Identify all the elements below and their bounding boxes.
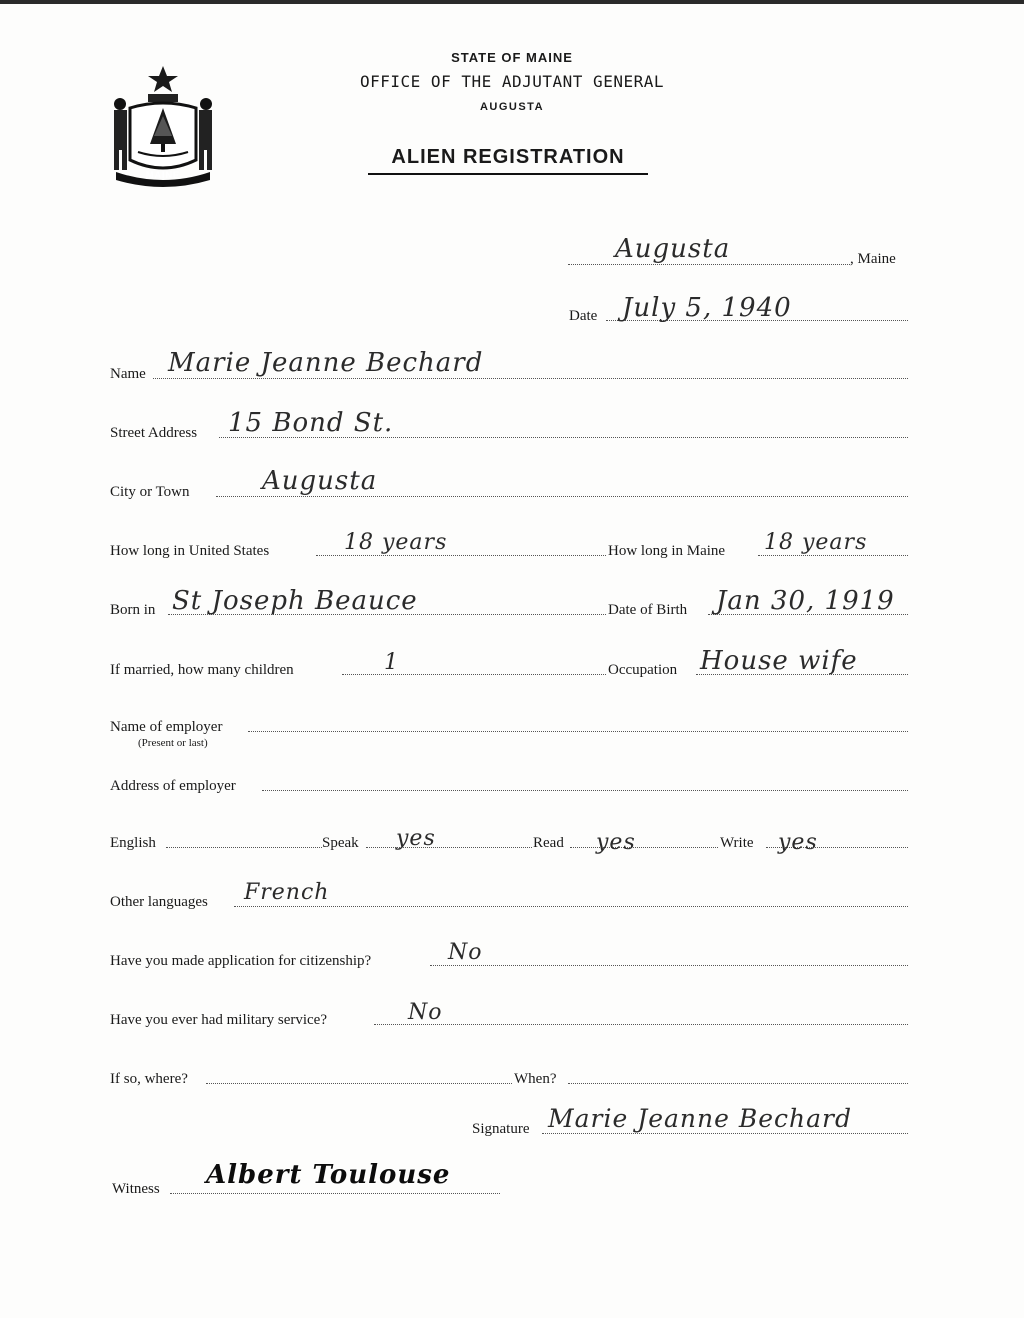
where-label: If so, where? [110, 1071, 188, 1087]
state-heading: STATE OF MAINE [451, 50, 573, 65]
read-line [570, 847, 718, 848]
us-duration-label: How long in United States [110, 543, 270, 559]
other-languages-entry: French [244, 880, 330, 905]
seal-banner-text: MAINE [146, 170, 180, 180]
military-label: Have you ever had military service? [110, 1012, 327, 1028]
dob-entry: Jan 30, 1919 [716, 586, 895, 616]
city-heading: AUGUSTA [479, 101, 545, 113]
signature-entry: Marie Jeanne Bechard [548, 1104, 852, 1133]
write-entry: yes [778, 830, 818, 855]
maine-suffix: , Maine [850, 251, 896, 267]
name-entry: Marie Jeanne Bechard [168, 348, 484, 378]
military-line [374, 1024, 908, 1025]
city-label: City or Town [110, 484, 190, 500]
maine-duration-label: How long in Maine [608, 543, 726, 559]
speak-line [366, 847, 532, 848]
english-label: English [110, 835, 156, 851]
children-entry: 1 [384, 650, 399, 675]
other-languages-label: Other languages [110, 894, 208, 910]
employer-label: Name of employer [110, 719, 223, 735]
employer-address-line [262, 790, 908, 791]
maine-duration-line [758, 555, 908, 556]
read-entry: yes [596, 830, 636, 855]
children-line [342, 674, 606, 675]
citizenship-label: Have you made application for citizenship? [110, 953, 372, 969]
when-line [568, 1083, 908, 1084]
citizenship-line [430, 965, 908, 966]
place-line [568, 264, 850, 265]
signature-line [542, 1133, 908, 1134]
read-label: Read [533, 835, 564, 851]
us-duration-entry: 18 years [344, 530, 448, 555]
date-entry: July 5, 1940 [622, 293, 792, 323]
street-label: Street Address [110, 425, 198, 441]
speak-entry: yes [396, 826, 436, 851]
write-label: Write [720, 835, 754, 851]
witness-label: Witness [112, 1181, 160, 1197]
signature-label: Signature [472, 1121, 530, 1137]
city-line [216, 496, 908, 497]
place-entry: Augusta [615, 234, 731, 264]
english-line [166, 847, 322, 848]
name-label: Name [110, 366, 146, 382]
employer-line [248, 731, 908, 732]
title-underline [368, 173, 648, 175]
name-line [153, 378, 908, 379]
occupation-entry: House wife [700, 646, 858, 676]
maine-duration-entry: 18 years [764, 530, 868, 555]
other-languages-line [234, 906, 908, 907]
scan-edge [0, 0, 1024, 4]
dob-label: Date of Birth [608, 602, 688, 618]
occupation-label: Occupation [608, 662, 678, 678]
employer-address-label: Address of employer [110, 778, 236, 794]
city-entry: Augusta [262, 466, 378, 496]
us-duration-line [316, 555, 606, 556]
date-label: Date [569, 308, 598, 324]
born-label: Born in [110, 602, 156, 618]
speak-label: Speak [322, 835, 359, 851]
witness-line [170, 1193, 500, 1194]
office-heading: OFFICE OF THE ADJUTANT GENERAL [360, 72, 664, 91]
when-label: When? [514, 1071, 557, 1087]
citizenship-entry: No [448, 940, 483, 965]
witness-entry: Albert Toulouse [206, 1160, 451, 1190]
street-entry: 15 Bond St. [228, 408, 394, 438]
where-line [206, 1083, 512, 1084]
military-entry: No [408, 1000, 443, 1025]
employer-sublabel: (Present or last) [138, 737, 208, 749]
children-label: If married, how many children [110, 662, 294, 678]
form-title: ALIEN REGISTRATION [391, 146, 625, 168]
born-entry: St Joseph Beauce [172, 586, 418, 616]
